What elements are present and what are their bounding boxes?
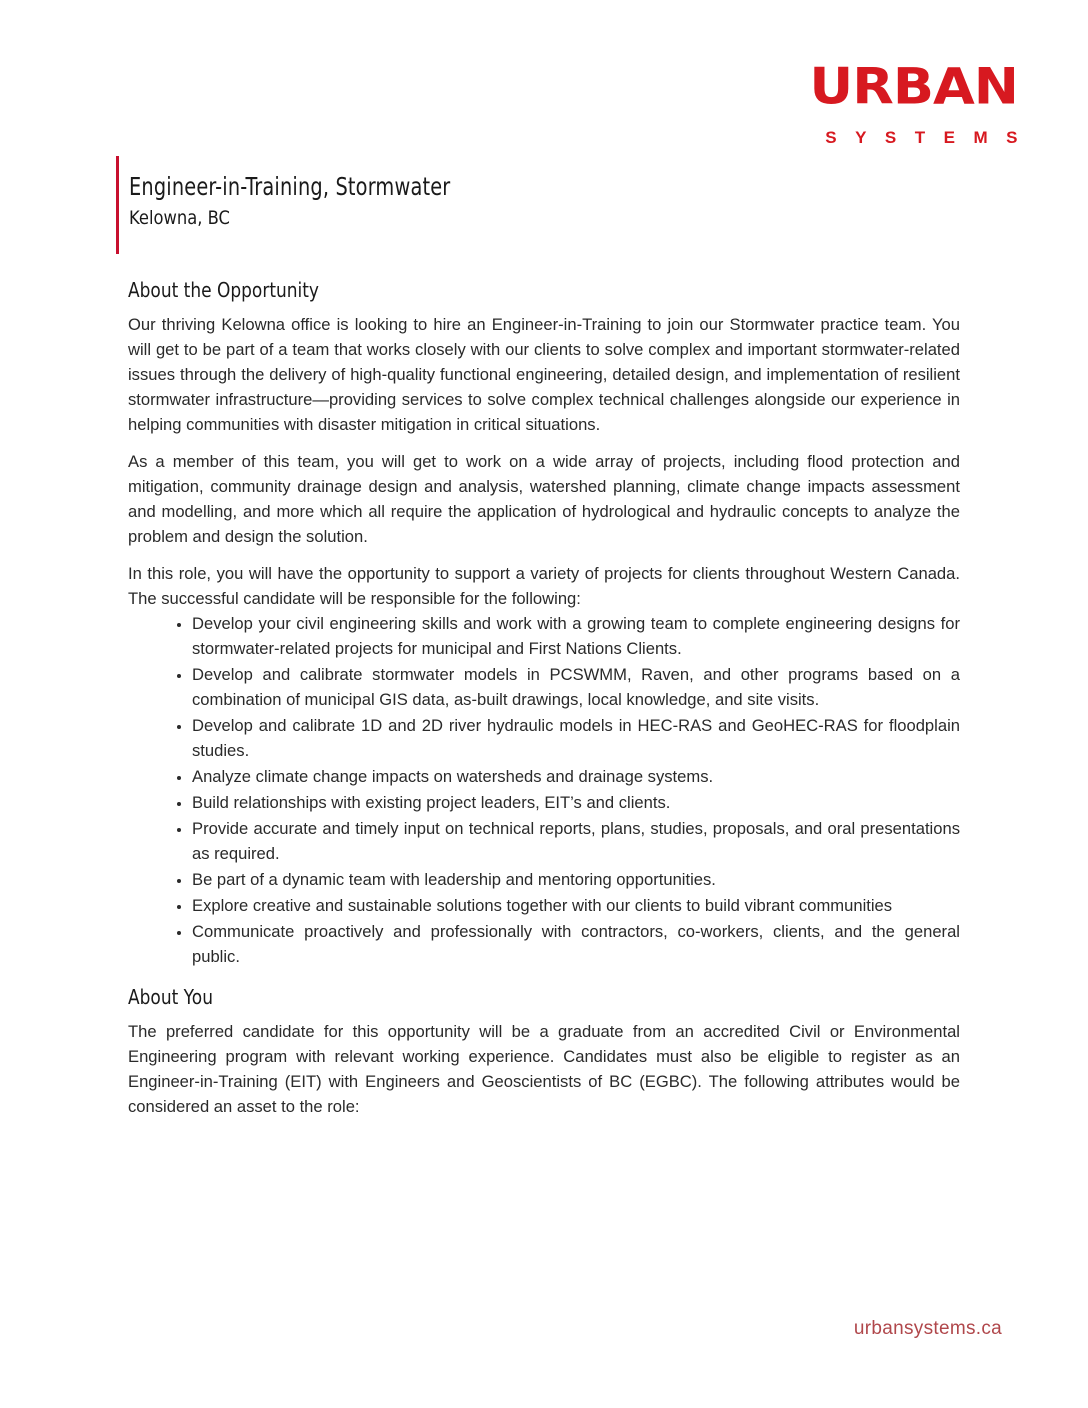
section-heading-opportunity: About the Opportunity bbox=[128, 278, 319, 302]
logo-wordmark: URBAN bbox=[809, 57, 1018, 116]
paragraph: As a member of this team, you will get to work on a wide array of projects, including flood protection and mitigation, community drainage design and analysis, watershed planning, climate change impacts assessment and modelling, and more which all require the application of hydrological and hydraulic concepts to analyze the problem and design the solution. bbox=[128, 452, 960, 546]
list-item: • Develop and calibrate stormwater models in PCSWMM, Raven, and other programs based on a combination of municipal GIS data, as-built drawings, local knowledge, and site visits. bbox=[192, 662, 960, 712]
company-logo bbox=[809, 57, 1036, 148]
responsibilities-list bbox=[128, 611, 960, 969]
footer-website[interactable]: urbansystems.ca bbox=[853, 1318, 1002, 1339]
list-item: • Develop and calibrate 1D and 2D river hydraulic models in HEC-RAS and GeoHEC-RAS for floodplain studies. bbox=[192, 713, 960, 763]
list-item: • Provide accurate and timely input on technical reports, plans, studies, proposals, and oral presentations as required. bbox=[192, 816, 960, 866]
paragraph: Our thriving Kelowna office is looking to hire an Engineer-in-Training to join our Stormwater practice team. You will get to be part of a team that works closely with our clients to solve complex and important stormwater-related issues through the delivery of high-quality functional engineering, detailed design, and implementation of resilient stormwater infrastructure—providing services to solve complex technical challenges alongside our experience in helping communities with disaster mitigation in critical situations. bbox=[128, 315, 960, 434]
main-content bbox=[128, 278, 960, 1131]
job-location: Kelowna, BC bbox=[129, 207, 230, 229]
list-item: • Develop your civil engineering skills and work with a growing team to complete engineering designs for stormwater-related projects for municipal and First Nations Clients. bbox=[192, 611, 960, 661]
title-block bbox=[116, 156, 503, 254]
list-item: • Build relationships with existing project leaders, EIT’s and clients. bbox=[192, 790, 960, 815]
logo-subtitle: SYSTEMS bbox=[825, 128, 1036, 147]
paragraph: The preferred candidate for this opportunity will be a graduate from an accredited Civil or Environmental Engineering program with relevant working experience. Candidates must also be eligible to register as an Engineer-in-Training (EIT) with Engineers and Geoscientists of BC (EGBC). The following attributes would be considered an asset to the role: bbox=[128, 1022, 960, 1116]
list-item: • Analyze climate change impacts on watersheds and drainage systems. bbox=[192, 764, 960, 789]
list-item: • Communicate proactively and professionally with contractors, co-workers, clients, and the general public. bbox=[192, 919, 960, 969]
section-heading-about-you: About You bbox=[128, 985, 213, 1009]
paragraph: In this role, you will have the opportunity to support a variety of projects for clients throughout Western Canada. The successful candidate will be responsible for the following: bbox=[128, 564, 960, 608]
list-item: • Be part of a dynamic team with leadership and mentoring opportunities. bbox=[192, 867, 960, 892]
job-title: Engineer-in-Training, Stormwater bbox=[129, 172, 451, 201]
list-item: • Explore creative and sustainable solutions together with our clients to build vibrant communities bbox=[192, 893, 960, 918]
